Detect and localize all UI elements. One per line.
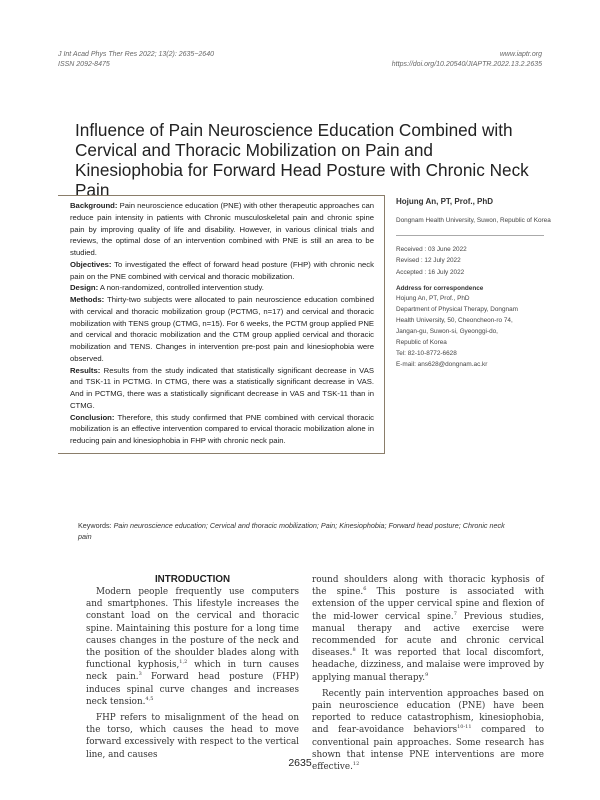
intro-r2-text: Recently pain intervention approaches based on pain neuroscience education (PNE) have been reported to reduce catastrophism, kinesiophobia, and fear-avoidance behaviors [312,688,544,736]
abstract-design [70,282,374,294]
intro-r1-text: Previous studies, manual therapy and active exercise were recommended for acute and chronic cervical diseases. [312,611,544,659]
citation: 10-11 [457,724,472,731]
keywords-value: Pain neuroscience education; Cervical and thoracic mobilization; Pain; Kinesiophobia; Forward head posture; Chronic neck pain [78,521,505,541]
correspondence-name: Hojung An, PT, Prof., PhD [396,295,470,303]
citation: 7 [453,610,457,617]
intro-r1-text: This posture is associated with extension of the upper cervical spine and flexion of the mid-lower cervical spine. [312,587,544,622]
abstract-background [70,200,374,259]
conclusion-label: Conclusion: [70,412,115,422]
issn: ISSN 2092-8475 [58,61,110,68]
intro-p1-text: Forward head posture (FHP) induces spinal curve changes and increases neck tension. [86,672,300,707]
journal-site[interactable]: www.iaptr.org [499,51,542,58]
citation: 4,5 [145,695,154,702]
background-text: Pain neuroscience education (PNE) with other therapeutic approaches can reduce pain intensity in patients with Chronic musculoskeletal pain and chronic spine pain by improving quality of life and disability. However, in various clinical trials and reviews, the optimal dose of an intervention combined with PNE is still an area to be studied. [70,201,374,257]
journal-links [392,50,542,70]
correspondence-address-4: Republic of Korea [396,338,447,346]
keywords-label: Keywords: [78,521,112,530]
results-text: Results from the study indicated that statistically significant decrease in VAS and TSK-11 in PCTMG. In CTMG, there was a statistically significant decrease in VAS. And in PCTMG, there was a statistically significant decrease in VAS and TSK-11 than in CTMG. [70,365,374,410]
abstract-results [70,365,374,412]
intro-r1-text: It was reported that local discomfort, headache, dizziness, and malaise were improved by applying manual therapy. [312,648,544,683]
sidebar-divider [396,235,544,236]
correspondence-address-2: Health University, 50, Cheoncheon-ro 74, [396,317,513,325]
body-column-right [312,574,544,773]
article-dates [396,244,556,278]
intro-p1-text: which in turn causes neck pain. [86,660,299,683]
accepted-date: Accepted : 16 July 2022 [396,268,465,276]
correspondence-tel: Tel: 82-10-8772-6628 [396,349,457,357]
results-label: Results: [70,365,101,375]
section-heading-introduction: INTRODUCTION [154,574,231,585]
intro-paragraph-2-cont [312,574,544,684]
correspondence-email[interactable]: E-mail: ans628@dongnam.ac.kr [396,360,488,368]
author-affiliation: Dongnam Health University, Suwon, Republic of Korea [396,216,551,224]
citation: 8 [352,647,356,654]
correspondence-address-1: Department of Physical Therapy, Dongnam [396,306,518,314]
citation: 3 [138,671,142,678]
citation: 9 [425,671,429,678]
body-column-left [86,586,299,761]
citation: 6 [363,586,367,593]
doi-link[interactable]: https://doi.org/10.20540/JIAPTR.2022.13.2.2635 [391,61,542,68]
intro-r2-text: compared to conventional pain approaches. Some research has shown that intense PNE interventions are more effective. [312,725,544,773]
objectives-label: Objectives: [70,259,112,269]
correspondence-heading: Address for correspondence [396,284,484,292]
intro-paragraph-2 [86,712,299,761]
design-label: Design: [70,283,99,293]
intro-p1-text: Modern people frequently use computers and smartphones. This lifestyle increases the constant load on the cervical and thoracic spine. Maintaining this posture for a long time causes changes in the posture of the neck and the position of the shoulder blades along with functional kyphosis, [86,587,299,671]
author-name: Hojung An, PT, Prof., PhD [396,197,494,206]
methods-text: Thirty-two subjects were allocated to pain neuroscience education combined with cervical and thoracic mobilization group (PCTMG, n=17) and cervical and thoracic mobilization with TENS group (CTMG, n=15). For 6 weeks, the PCTM group applied PNE and cervical and thoracic mobilization and the CTM group applied cervical and thoracic mobilization and TENS. Changes in intervention pre-post pain and kinesiophobia were observed. [70,295,374,363]
intro-r1-text: round shoulders along with thoracic kyphosis of the spine. [312,575,544,598]
correspondence-address-3: Jangan-gu, Suwon-si, Gyeonggi-do, [396,328,498,336]
abstract-box [58,195,385,454]
design-text: A non-randomized, controlled intervention study. [99,283,264,293]
citation: 12 [352,761,360,768]
intro-p2-text: FHP refers to misalignment of the head on the torso, which causes the head to move forward excessively with respect to the vertical line, and causes [86,713,299,760]
article-title: Influence of Pain Neuroscience Education Combined with Cervical and Thoracic Mobilization on Pain and Kinesiophobia for Forward Head Posture with Chronic Neck Pain [75,120,529,200]
journal-citation [58,50,214,70]
keywords [78,520,518,542]
citation: 1,2 [179,659,188,666]
methods-label: Methods: [70,295,105,304]
abstract-objectives [70,259,374,283]
received-date: Received : 03 June 2022 [396,246,467,254]
intro-paragraph-1 [86,586,299,708]
journal-ref: J Int Acad Phys Ther Res 2022; 13(2): 2635~2640 [58,51,214,58]
author-sidebar [396,197,556,371]
objectives-text: To investigated the effect of forward head posture (FHP) with chronic neck pain on the PNE combined with cervical and thoracic mobilization. [70,259,374,281]
abstract-conclusion [70,412,374,447]
page-number: 2635 [288,757,312,769]
conclusion-text: Therefore, this study confirmed that PNE combined with cervical thoracic mobilization is an effective intervention compared to ervical thoracic mobilization alone in reducing pain and kinesiophobia in FHP with chronic neck pain. [70,412,374,445]
background-label: Background: [70,201,118,210]
revised-date: Revised : 12 July 2022 [396,257,461,265]
correspondence-block [396,284,556,371]
abstract-methods [70,294,374,365]
